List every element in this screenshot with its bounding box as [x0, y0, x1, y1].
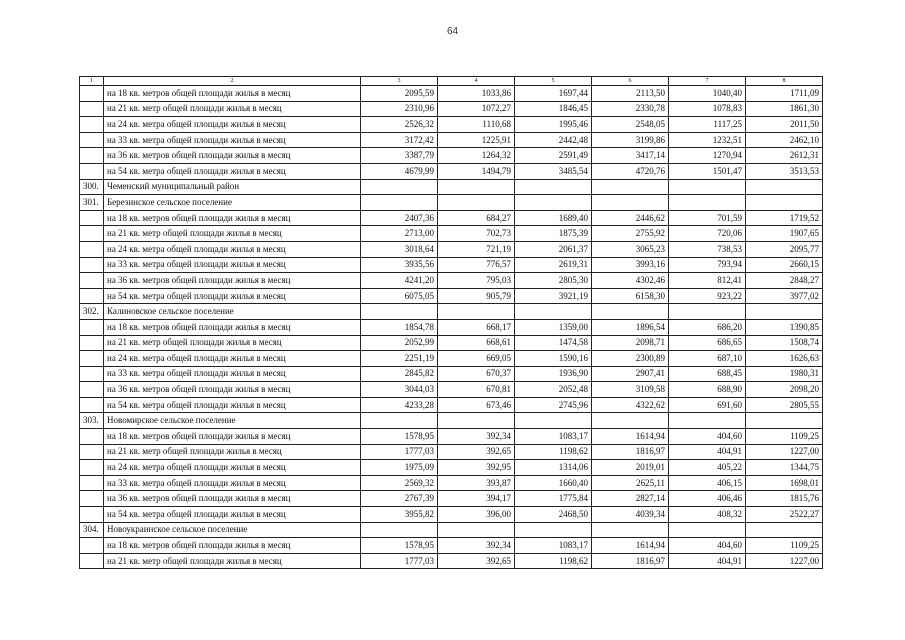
value-cell	[746, 304, 823, 320]
value-cell: 3513,53	[746, 163, 823, 179]
value-cell: 3935,56	[361, 257, 438, 273]
value-cell: 2526,32	[361, 117, 438, 133]
page-number: 64	[446, 26, 459, 37]
value-cell: 1980,31	[746, 366, 823, 382]
value-cell: 1344,75	[746, 460, 823, 476]
table-row	[80, 553, 823, 569]
value-cell: 2061,37	[515, 241, 592, 257]
row-label: на 18 кв. метров общей площади жилья в месяц	[104, 210, 361, 226]
value-cell: 2569,32	[361, 475, 438, 491]
value-cell: 1232,51	[669, 132, 746, 148]
value-cell: 3921,19	[515, 288, 592, 304]
table-row	[80, 101, 823, 117]
value-cell: 392,34	[438, 429, 515, 445]
table-row	[80, 132, 823, 148]
section-title: Калиновское сельское поселение	[104, 304, 361, 320]
row-label: на 36 кв. метров общей площади жилья в месяц	[104, 382, 361, 398]
value-cell: 1590,16	[515, 351, 592, 367]
table-row	[80, 226, 823, 242]
section-title: Березинское сельское поселение	[104, 195, 361, 211]
value-cell	[592, 413, 669, 429]
table-row	[80, 460, 823, 476]
row-index: 302.	[80, 304, 104, 320]
value-cell: 1578,95	[361, 429, 438, 445]
row-label: на 18 кв. метров общей площади жилья в месяц	[104, 319, 361, 335]
table-row	[80, 491, 823, 507]
row-index	[80, 210, 104, 226]
row-index	[80, 257, 104, 273]
value-cell	[669, 195, 746, 211]
row-index	[80, 273, 104, 289]
row-index	[80, 241, 104, 257]
table-row	[80, 319, 823, 335]
value-cell: 1110,68	[438, 117, 515, 133]
value-cell: 1494,79	[438, 163, 515, 179]
section-title: Чеменский муниципальный район	[104, 179, 361, 195]
value-cell: 3109,58	[592, 382, 669, 398]
value-cell	[669, 522, 746, 538]
section-title: Новомирское сельское поселение	[104, 413, 361, 429]
value-cell: 1777,03	[361, 444, 438, 460]
value-cell: 2612,31	[746, 148, 823, 164]
row-index	[80, 507, 104, 523]
table-row	[80, 475, 823, 491]
value-cell: 1033,86	[438, 86, 515, 102]
value-cell	[438, 304, 515, 320]
row-label: на 18 кв. метров общей площади жилья в месяц	[104, 538, 361, 554]
value-cell: 2330,78	[592, 101, 669, 117]
value-cell: 2442,48	[515, 132, 592, 148]
value-cell: 1109,25	[746, 429, 823, 445]
value-cell: 1626,63	[746, 351, 823, 367]
row-index	[80, 319, 104, 335]
value-cell: 2591,49	[515, 148, 592, 164]
value-cell: 1815,76	[746, 491, 823, 507]
row-index	[80, 86, 104, 102]
value-cell: 396,00	[438, 507, 515, 523]
value-cell: 2619,31	[515, 257, 592, 273]
value-cell	[669, 413, 746, 429]
table-row	[80, 397, 823, 413]
value-cell: 4679,99	[361, 163, 438, 179]
value-cell: 2907,41	[592, 366, 669, 382]
row-label: на 24 кв. метра общей площади жилья в месяц	[104, 117, 361, 133]
row-index	[80, 538, 104, 554]
value-cell	[361, 304, 438, 320]
value-cell: 3387,79	[361, 148, 438, 164]
value-cell	[515, 413, 592, 429]
value-cell: 2052,99	[361, 335, 438, 351]
table-row	[80, 117, 823, 133]
value-cell: 686,20	[669, 319, 746, 335]
value-cell: 2113,50	[592, 86, 669, 102]
value-cell: 3485,54	[515, 163, 592, 179]
section-row	[80, 522, 823, 538]
value-cell: 404,91	[669, 553, 746, 569]
table-row	[80, 288, 823, 304]
row-label: на 36 кв. метров общей площади жилья в месяц	[104, 148, 361, 164]
value-cell: 1995,46	[515, 117, 592, 133]
column-number: 3	[361, 77, 438, 86]
value-cell: 2625,11	[592, 475, 669, 491]
value-cell	[515, 304, 592, 320]
value-cell: 1861,30	[746, 101, 823, 117]
value-cell: 1501,47	[669, 163, 746, 179]
value-cell: 1777,03	[361, 553, 438, 569]
value-cell: 670,81	[438, 382, 515, 398]
value-cell: 1227,00	[746, 553, 823, 569]
value-cell: 2095,59	[361, 86, 438, 102]
value-cell: 3018,64	[361, 241, 438, 257]
value-cell: 392,65	[438, 553, 515, 569]
value-cell: 2848,27	[746, 273, 823, 289]
value-cell: 2095,77	[746, 241, 823, 257]
value-cell: 1775,84	[515, 491, 592, 507]
value-cell: 1711,09	[746, 86, 823, 102]
row-index	[80, 553, 104, 569]
row-label: на 24 кв. метра общей площади жилья в месяц	[104, 460, 361, 476]
value-cell: 701,59	[669, 210, 746, 226]
value-cell: 1359,00	[515, 319, 592, 335]
section-row	[80, 413, 823, 429]
value-cell: 2407,36	[361, 210, 438, 226]
value-cell: 2845,82	[361, 366, 438, 382]
value-cell: 1816,97	[592, 553, 669, 569]
section-title: Новоукраинское сельское поселение	[104, 522, 361, 538]
value-cell: 1040,40	[669, 86, 746, 102]
row-label: на 33 кв. метра общей площади жилья в месяц	[104, 132, 361, 148]
value-cell: 1314,06	[515, 460, 592, 476]
table-row	[80, 429, 823, 445]
value-cell: 6158,30	[592, 288, 669, 304]
value-cell: 2446,62	[592, 210, 669, 226]
value-cell: 1390,85	[746, 319, 823, 335]
value-cell: 2251,19	[361, 351, 438, 367]
column-number: 2	[104, 77, 361, 86]
value-cell	[361, 413, 438, 429]
value-cell: 2767,39	[361, 491, 438, 507]
section-row	[80, 179, 823, 195]
row-index	[80, 429, 104, 445]
table-row	[80, 351, 823, 367]
value-cell: 776,57	[438, 257, 515, 273]
value-cell: 3955,82	[361, 507, 438, 523]
value-cell: 1227,00	[746, 444, 823, 460]
value-cell: 408,32	[669, 507, 746, 523]
row-label: на 54 кв. метра общей площади жилья в месяц	[104, 397, 361, 413]
column-number: 1	[80, 77, 104, 86]
value-cell: 691,60	[669, 397, 746, 413]
row-label: на 33 кв. метра общей площади жилья в месяц	[104, 475, 361, 491]
row-index	[80, 491, 104, 507]
value-cell	[361, 179, 438, 195]
value-cell: 1907,65	[746, 226, 823, 242]
value-cell: 405,22	[669, 460, 746, 476]
value-cell: 3993,16	[592, 257, 669, 273]
value-cell: 673,46	[438, 397, 515, 413]
value-cell	[361, 195, 438, 211]
row-label: на 54 кв. метра общей площади жилья в месяц	[104, 163, 361, 179]
value-cell: 2300,89	[592, 351, 669, 367]
value-cell: 684,27	[438, 210, 515, 226]
value-cell: 670,37	[438, 366, 515, 382]
value-cell	[438, 413, 515, 429]
value-cell: 1225,91	[438, 132, 515, 148]
row-label: на 33 кв. метра общей площади жилья в месяц	[104, 366, 361, 382]
value-cell: 702,73	[438, 226, 515, 242]
value-cell: 905,79	[438, 288, 515, 304]
value-cell: 1083,17	[515, 538, 592, 554]
value-cell: 1697,44	[515, 86, 592, 102]
value-cell: 2713,00	[361, 226, 438, 242]
value-cell: 2660,15	[746, 257, 823, 273]
value-cell: 404,91	[669, 444, 746, 460]
value-cell: 2462,10	[746, 132, 823, 148]
value-cell	[592, 522, 669, 538]
row-label: на 21 кв. метр общей площади жилья в месяц	[104, 226, 361, 242]
row-index	[80, 335, 104, 351]
value-cell	[669, 304, 746, 320]
value-cell	[515, 179, 592, 195]
value-cell: 4302,46	[592, 273, 669, 289]
value-cell: 1660,40	[515, 475, 592, 491]
value-cell: 688,45	[669, 366, 746, 382]
value-cell: 668,61	[438, 335, 515, 351]
table-row	[80, 210, 823, 226]
value-cell: 721,19	[438, 241, 515, 257]
value-cell: 1078,83	[669, 101, 746, 117]
value-cell: 687,10	[669, 351, 746, 367]
row-label: на 21 кв. метр общей площади жилья в месяц	[104, 101, 361, 117]
value-cell: 1698,01	[746, 475, 823, 491]
value-cell: 394,17	[438, 491, 515, 507]
value-cell: 2011,50	[746, 117, 823, 133]
table-row	[80, 335, 823, 351]
table-row	[80, 241, 823, 257]
value-cell: 1072,27	[438, 101, 515, 117]
value-cell: 1083,17	[515, 429, 592, 445]
value-cell: 1270,94	[669, 148, 746, 164]
value-cell	[746, 522, 823, 538]
value-cell: 2755,92	[592, 226, 669, 242]
row-index	[80, 460, 104, 476]
value-cell	[361, 522, 438, 538]
value-cell: 1854,78	[361, 319, 438, 335]
row-index	[80, 366, 104, 382]
row-index: 304.	[80, 522, 104, 538]
value-cell: 1896,54	[592, 319, 669, 335]
value-cell: 2745,96	[515, 397, 592, 413]
value-cell: 1109,25	[746, 538, 823, 554]
value-cell: 793,94	[669, 257, 746, 273]
value-cell: 3977,02	[746, 288, 823, 304]
row-label: на 54 кв. метра общей площади жилья в месяц	[104, 507, 361, 523]
row-label: на 18 кв. метров общей площади жилья в месяц	[104, 429, 361, 445]
row-index	[80, 117, 104, 133]
value-cell: 2468,50	[515, 507, 592, 523]
value-cell: 1719,52	[746, 210, 823, 226]
row-index: 300.	[80, 179, 104, 195]
value-cell: 1936,90	[515, 366, 592, 382]
value-cell: 668,17	[438, 319, 515, 335]
value-cell: 1846,45	[515, 101, 592, 117]
value-cell	[746, 195, 823, 211]
row-label: на 21 кв. метр общей площади жилья в месяц	[104, 553, 361, 569]
value-cell: 3044,03	[361, 382, 438, 398]
row-index	[80, 444, 104, 460]
row-label: на 36 кв. метров общей площади жилья в месяц	[104, 491, 361, 507]
value-cell: 688,90	[669, 382, 746, 398]
value-cell	[592, 195, 669, 211]
value-cell: 1474,58	[515, 335, 592, 351]
value-cell: 393,87	[438, 475, 515, 491]
table-body	[80, 77, 823, 569]
row-label: на 36 кв. метров общей площади жилья в месяц	[104, 273, 361, 289]
row-index: 301.	[80, 195, 104, 211]
row-index	[80, 132, 104, 148]
row-label: на 24 кв. метра общей площади жилья в месяц	[104, 241, 361, 257]
value-cell	[746, 413, 823, 429]
row-index	[80, 288, 104, 304]
column-number: 8	[746, 77, 823, 86]
column-number: 7	[669, 77, 746, 86]
value-cell: 392,65	[438, 444, 515, 460]
row-label: на 18 кв. метров общей площади жилья в месяц	[104, 86, 361, 102]
table-row	[80, 366, 823, 382]
value-cell: 4241,20	[361, 273, 438, 289]
table-row	[80, 538, 823, 554]
table-row	[80, 444, 823, 460]
value-cell: 2522,27	[746, 507, 823, 523]
value-cell: 404,60	[669, 538, 746, 554]
value-cell: 1614,94	[592, 538, 669, 554]
value-cell: 4720,76	[592, 163, 669, 179]
value-cell: 4233,28	[361, 397, 438, 413]
value-cell	[438, 179, 515, 195]
value-cell: 812,41	[669, 273, 746, 289]
value-cell: 2548,05	[592, 117, 669, 133]
value-cell: 1816,97	[592, 444, 669, 460]
row-index	[80, 351, 104, 367]
table-row	[80, 273, 823, 289]
value-cell	[438, 195, 515, 211]
row-label: на 24 кв. метра общей площади жилья в месяц	[104, 351, 361, 367]
row-index	[80, 382, 104, 398]
value-cell: 1875,39	[515, 226, 592, 242]
value-cell: 3065,23	[592, 241, 669, 257]
table-row	[80, 148, 823, 164]
tariff-table	[79, 76, 823, 569]
row-index	[80, 101, 104, 117]
value-cell: 2052,48	[515, 382, 592, 398]
row-index	[80, 475, 104, 491]
value-cell: 2805,30	[515, 273, 592, 289]
row-label: на 54 кв. метра общей площади жилья в месяц	[104, 288, 361, 304]
value-cell	[669, 179, 746, 195]
value-cell: 2098,20	[746, 382, 823, 398]
value-cell: 1689,40	[515, 210, 592, 226]
value-cell	[592, 179, 669, 195]
value-cell	[746, 179, 823, 195]
value-cell: 2805,55	[746, 397, 823, 413]
value-cell	[438, 522, 515, 538]
value-cell: 6075,05	[361, 288, 438, 304]
value-cell: 1117,25	[669, 117, 746, 133]
value-cell: 795,03	[438, 273, 515, 289]
table-row	[80, 382, 823, 398]
value-cell: 923,22	[669, 288, 746, 304]
column-number: 5	[515, 77, 592, 86]
row-index	[80, 397, 104, 413]
value-cell: 738,53	[669, 241, 746, 257]
value-cell: 392,34	[438, 538, 515, 554]
row-label: на 21 кв. метр общей площади жилья в месяц	[104, 444, 361, 460]
column-number: 6	[592, 77, 669, 86]
row-label: на 33 кв. метра общей площади жилья в месяц	[104, 257, 361, 273]
value-cell: 404,60	[669, 429, 746, 445]
value-cell: 392,95	[438, 460, 515, 476]
table-row	[80, 86, 823, 102]
value-cell: 1508,74	[746, 335, 823, 351]
value-cell: 406,46	[669, 491, 746, 507]
value-cell: 1614,94	[592, 429, 669, 445]
section-row	[80, 195, 823, 211]
value-cell: 669,05	[438, 351, 515, 367]
value-cell: 3417,14	[592, 148, 669, 164]
value-cell: 1198,62	[515, 444, 592, 460]
row-index	[80, 148, 104, 164]
row-label: на 21 кв. метр общей площади жилья в месяц	[104, 335, 361, 351]
value-cell: 4039,34	[592, 507, 669, 523]
value-cell: 2019,01	[592, 460, 669, 476]
row-index	[80, 226, 104, 242]
value-cell: 2310,96	[361, 101, 438, 117]
table-row	[80, 507, 823, 523]
value-cell	[515, 195, 592, 211]
section-row	[80, 304, 823, 320]
row-index	[80, 163, 104, 179]
value-cell: 2827,14	[592, 491, 669, 507]
value-cell: 2098,71	[592, 335, 669, 351]
column-number: 4	[438, 77, 515, 86]
table-row	[80, 257, 823, 273]
value-cell: 1198,62	[515, 553, 592, 569]
value-cell: 3199,86	[592, 132, 669, 148]
value-cell: 1264,32	[438, 148, 515, 164]
value-cell: 1975,09	[361, 460, 438, 476]
value-cell	[515, 522, 592, 538]
table-row	[80, 163, 823, 179]
value-cell: 720,06	[669, 226, 746, 242]
value-cell: 686,65	[669, 335, 746, 351]
value-cell: 3172,42	[361, 132, 438, 148]
value-cell: 1578,95	[361, 538, 438, 554]
column-number-row	[80, 77, 823, 86]
value-cell: 406,15	[669, 475, 746, 491]
value-cell: 4322,62	[592, 397, 669, 413]
value-cell	[592, 304, 669, 320]
row-index: 303.	[80, 413, 104, 429]
